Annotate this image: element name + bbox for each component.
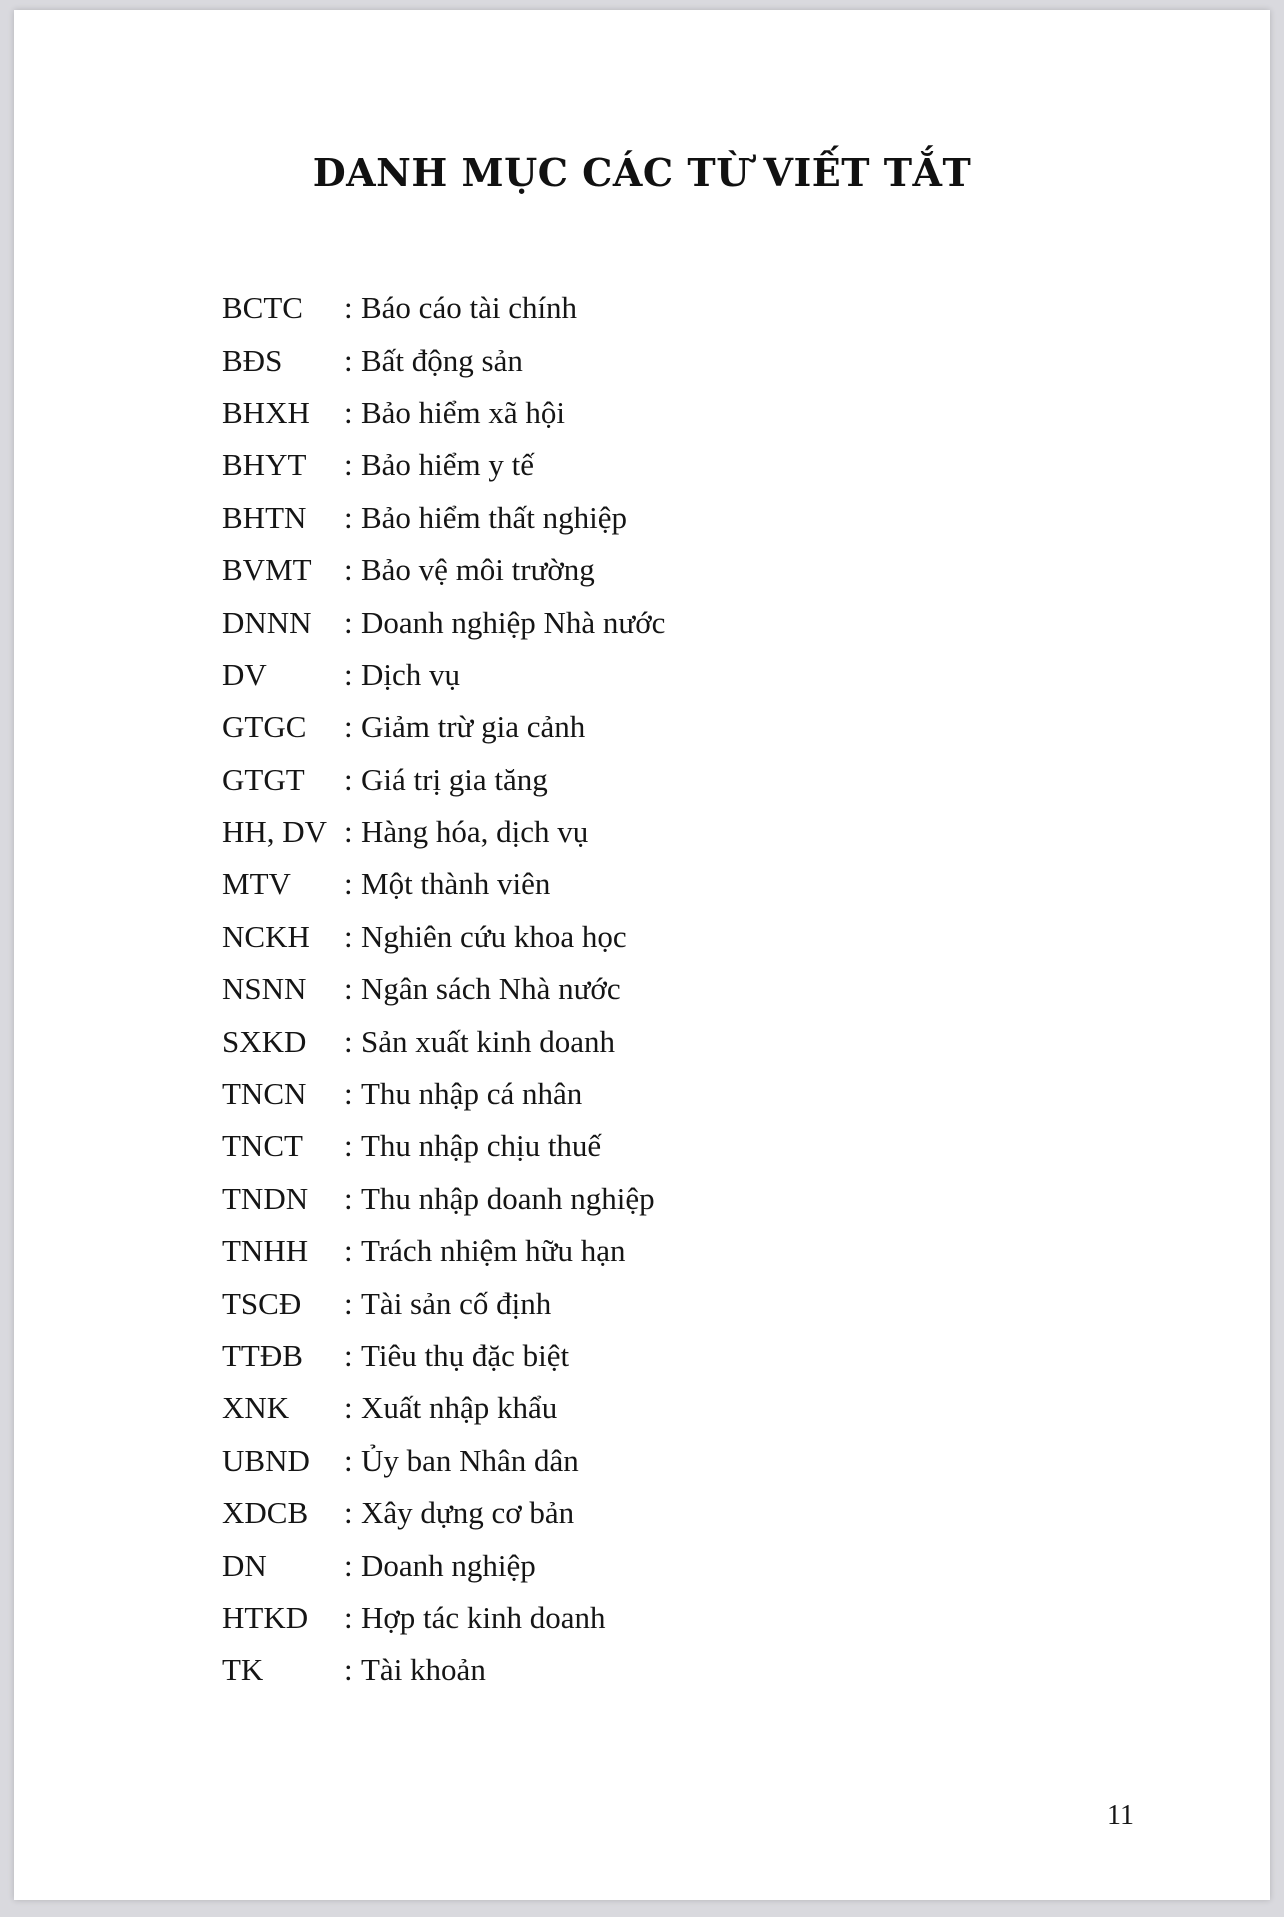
abbreviation-separator: : <box>344 1599 353 1635</box>
abbreviation-separator: : <box>344 918 353 954</box>
abbreviation-meaning: Tài khoản <box>361 1652 486 1688</box>
abbreviation-row <box>222 1277 665 1329</box>
abbreviation-meaning: Tài sản cố định <box>361 1285 552 1321</box>
abbreviation-row <box>222 858 665 910</box>
abbreviation-meaning: Giá trị gia tăng <box>361 761 548 797</box>
abbreviation-row <box>222 1225 665 1277</box>
abbreviation-meaning: Bảo hiểm y tế <box>361 447 535 483</box>
abbreviation-separator: : <box>344 1495 353 1531</box>
abbreviation-separator: : <box>344 709 353 745</box>
abbreviation-separator: : <box>344 1180 353 1216</box>
abbreviation-code: SXKD <box>222 1023 307 1059</box>
abbreviation-code: GTGT <box>222 761 305 797</box>
abbreviation-code: DN <box>222 1547 267 1583</box>
abbreviation-row <box>222 387 665 439</box>
abbreviation-code: TK <box>222 1652 264 1688</box>
page-number: 11 <box>1107 1800 1134 1831</box>
abbreviation-meaning: Ngân sách Nhà nước <box>361 971 621 1007</box>
page-title: DANH MỤC CÁC TỪ VIẾT TẮT <box>312 150 972 195</box>
abbreviation-row <box>222 754 665 806</box>
abbreviation-meaning: Thu nhập chịu thuế <box>361 1128 602 1164</box>
abbreviation-row <box>222 1173 665 1225</box>
abbreviation-meaning: Bảo hiểm xã hội <box>361 394 566 430</box>
abbreviation-separator: : <box>344 814 353 850</box>
abbreviation-meaning: Thu nhập cá nhân <box>361 1076 583 1112</box>
abbreviation-separator: : <box>344 1442 353 1478</box>
abbreviation-meaning: Bảo hiểm thất nghiệp <box>361 499 628 535</box>
abbreviation-meaning: Doanh nghiệp Nhà nước <box>361 604 666 640</box>
abbreviation-meaning: Sản xuất kinh doanh <box>361 1023 615 1059</box>
abbreviation-meaning: Xuất nhập khẩu <box>361 1390 558 1426</box>
abbreviation-row <box>222 911 665 963</box>
abbreviation-code: TTĐB <box>222 1338 303 1373</box>
abbreviation-code: XDCB <box>222 1495 309 1531</box>
abbreviation-code: NCKH <box>222 918 310 954</box>
abbreviation-code: BHXH <box>222 394 310 430</box>
abbreviation-separator: : <box>344 1652 353 1688</box>
abbreviation-separator: : <box>344 552 353 588</box>
abbreviation-row <box>222 1068 665 1120</box>
abbreviation-row <box>222 701 665 753</box>
abbreviation-code: UBND <box>222 1442 310 1478</box>
abbreviation-separator: : <box>344 499 353 535</box>
abbreviation-row <box>222 1435 665 1487</box>
abbreviation-separator: : <box>344 761 353 797</box>
abbreviation-code: MTV <box>222 866 291 902</box>
abbreviation-separator: : <box>344 1076 353 1112</box>
abbreviation-meaning: Tiêu thụ đặc biệt <box>361 1338 570 1373</box>
abbreviation-meaning: Bảo vệ môi trường <box>361 552 595 588</box>
abbreviation-code: DV <box>222 656 267 692</box>
abbreviation-meaning: Giảm trừ gia cảnh <box>361 709 586 745</box>
abbreviation-meaning: Nghiên cứu khoa học <box>361 918 627 954</box>
abbreviation-row <box>222 1487 665 1539</box>
abbreviation-separator: : <box>344 1285 353 1321</box>
abbreviation-code: TNHH <box>222 1233 309 1269</box>
abbreviation-separator: : <box>344 290 353 326</box>
abbreviation-meaning: Hàng hóa, dịch vụ <box>361 814 589 850</box>
abbreviation-row <box>222 1330 665 1382</box>
abbreviation-separator: : <box>344 866 353 902</box>
abbreviation-row <box>222 439 665 491</box>
abbreviation-separator: : <box>344 1128 353 1164</box>
abbreviation-row <box>222 1592 665 1644</box>
abbreviation-separator: : <box>344 1547 353 1583</box>
abbreviation-row <box>222 806 665 858</box>
abbreviation-code: XNK <box>222 1390 290 1426</box>
abbreviation-separator: : <box>344 971 353 1007</box>
abbreviation-code: HTKD <box>222 1599 309 1635</box>
abbreviation-code: TNDN <box>222 1180 309 1216</box>
abbreviation-code: TNCT <box>222 1128 303 1164</box>
document-page <box>14 10 1270 1900</box>
abbreviation-code: HH, DV <box>222 814 328 850</box>
abbreviation-code: GTGC <box>222 709 307 745</box>
abbreviation-separator: : <box>344 1338 353 1373</box>
abbreviation-row <box>222 334 665 386</box>
abbreviation-meaning: Doanh nghiệp <box>361 1547 536 1583</box>
abbreviation-row <box>222 544 665 596</box>
abbreviation-meaning: Dịch vụ <box>361 656 461 692</box>
abbreviation-meaning: Báo cáo tài chính <box>361 290 578 326</box>
abbreviation-row <box>222 282 665 334</box>
abbreviation-code: BĐS <box>222 342 283 378</box>
abbreviation-code: NSNN <box>222 971 307 1007</box>
abbreviation-row <box>222 492 665 544</box>
abbreviation-separator: : <box>344 447 353 483</box>
abbreviation-meaning: Trách nhiệm hữu hạn <box>361 1233 626 1269</box>
abbreviation-code: BHYT <box>222 447 307 483</box>
abbreviation-list <box>222 282 665 1697</box>
abbreviation-row <box>222 649 665 701</box>
abbreviation-row <box>222 1382 665 1434</box>
abbreviation-row <box>222 1015 665 1067</box>
abbreviation-separator: : <box>344 1023 353 1059</box>
abbreviation-code: BHTN <box>222 499 307 535</box>
abbreviation-meaning: Xây dựng cơ bản <box>361 1495 575 1531</box>
abbreviation-code: BCTC <box>222 290 303 326</box>
abbreviation-row <box>222 596 665 648</box>
abbreviation-code: DNNN <box>222 604 312 640</box>
abbreviation-code: TNCN <box>222 1076 307 1112</box>
abbreviation-separator: : <box>344 604 353 640</box>
abbreviation-row <box>222 1644 665 1696</box>
abbreviation-separator: : <box>344 656 353 692</box>
abbreviation-meaning: Hợp tác kinh doanh <box>361 1599 606 1635</box>
abbreviation-separator: : <box>344 342 353 378</box>
abbreviation-meaning: Thu nhập doanh nghiệp <box>361 1180 655 1216</box>
abbreviation-separator: : <box>344 394 353 430</box>
abbreviation-row <box>222 1120 665 1172</box>
abbreviation-row <box>222 963 665 1015</box>
abbreviation-meaning: Bất động sản <box>361 342 523 378</box>
abbreviation-meaning: Một thành viên <box>361 866 551 902</box>
abbreviation-row <box>222 1539 665 1591</box>
abbreviation-code: BVMT <box>222 552 312 588</box>
abbreviation-separator: : <box>344 1233 353 1269</box>
abbreviation-meaning: Ủy ban Nhân dân <box>361 1442 579 1478</box>
abbreviation-code: TSCĐ <box>222 1285 302 1321</box>
abbreviation-separator: : <box>344 1390 353 1426</box>
